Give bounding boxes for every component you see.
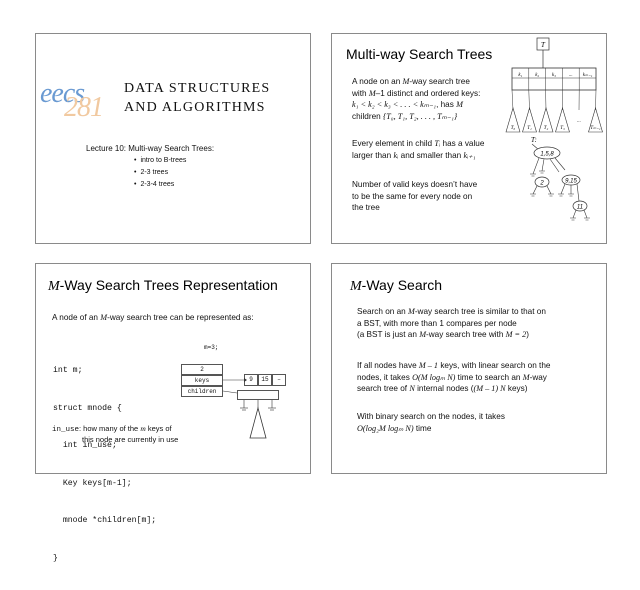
child-subtree-label: Tₘ₋₁ bbox=[590, 126, 601, 131]
node-key-label: ... bbox=[569, 73, 573, 78]
child-subtree-label: ... bbox=[577, 119, 581, 124]
keys-field: keys bbox=[181, 375, 223, 386]
subtree-triangle bbox=[250, 408, 266, 438]
slide-representation bbox=[35, 263, 311, 474]
code-line: } bbox=[53, 553, 156, 566]
definition-paragraph: A node on an M-way search tree with M–1 distinct and ordered keys: k₁ < k₂ < k₃ < . . . < kₘ₋₁, has M children {T₀, T₁, T₂, . . . , Tₘ₋₁} bbox=[352, 76, 512, 122]
representation-arrows bbox=[216, 372, 306, 440]
course-title bbox=[124, 79, 270, 117]
course-title-line2: AND ALGORITHMS bbox=[124, 98, 270, 117]
key-array-cell: 15 bbox=[258, 374, 272, 386]
code-line: int m; bbox=[53, 365, 156, 378]
node-rect bbox=[512, 68, 596, 90]
course-number-logo: 281 bbox=[64, 92, 103, 124]
node-key-label: kₘ₋₁ bbox=[583, 73, 593, 78]
code-line: struct mnode { bbox=[53, 403, 156, 416]
code-line: Key keys[m-1]; bbox=[53, 478, 156, 491]
example-tree-label: T: bbox=[531, 136, 537, 144]
child-property-paragraph: Every element in child Tᵢ has a value larger than kᵢ and smaller than kᵢ₊₁ bbox=[352, 138, 517, 161]
bullet-item: • intro to B-trees bbox=[134, 157, 186, 164]
bullet-item: • 2-3 trees bbox=[134, 169, 168, 176]
slide-mway-search bbox=[331, 263, 607, 474]
linear-search-paragraph: If all nodes have M – 1 keys, with linear search on the nodes, it takes O(M logₘ N) time to search an M-way search tree of N internal nodes ((M – 1) N keys) bbox=[357, 360, 607, 395]
node-key-label: k₂ bbox=[535, 73, 539, 78]
eecs-logo-text: eecs bbox=[40, 78, 84, 110]
keys-inequality: k₁ < k₂ < k₃ < . . . < kₘ₋₁ bbox=[352, 100, 436, 109]
struct-code-block bbox=[53, 340, 156, 590]
lecture-heading: Lecture 10: Multi-way Search Trees: bbox=[86, 144, 214, 153]
key-count-paragraph: Number of valid keys doesn’t have to be the same for every node on the tree bbox=[352, 179, 517, 214]
child-subtree-label: T₀ bbox=[511, 126, 516, 131]
example-leaf-key: 11 bbox=[577, 205, 583, 211]
child-links bbox=[506, 90, 603, 132]
code-line: int in_use; bbox=[53, 440, 156, 453]
slide-title: M-Way Search bbox=[350, 277, 442, 295]
m-assignment: m=3; bbox=[204, 344, 218, 351]
child-subtree-label: T₁ bbox=[527, 126, 532, 131]
example-tree-diagram bbox=[517, 134, 603, 244]
example-right-keys: 9,15 bbox=[565, 179, 577, 185]
in-use-note: in_use: how many of the m keys of this node are currently in use bbox=[52, 424, 178, 445]
slide-title bbox=[35, 33, 311, 244]
root-label: T bbox=[541, 41, 546, 49]
child-subtree-label: T₂ bbox=[544, 126, 549, 131]
node-key-label: k₃ bbox=[552, 73, 556, 78]
course-title-line1: DATA STRUCTURES bbox=[124, 79, 270, 98]
intro-text: A node of an M-way search tree can be represented as: bbox=[52, 312, 254, 324]
key-array-cell: 9 bbox=[244, 374, 258, 386]
node-key-label: k₁ bbox=[518, 73, 522, 78]
code-line: mnode *children[m]; bbox=[53, 515, 156, 528]
key-array-cell: – bbox=[272, 374, 286, 386]
children-set: {T₀, T₁, T₂, . . . , Tₘ₋₁} bbox=[383, 112, 457, 121]
search-paragraph: Search on an M-way search tree is similar to that on a BST, with more than 1 compares per node (a BST is just an M-way search tree with M = 2) bbox=[357, 306, 607, 341]
example-left-key: 2 bbox=[539, 181, 544, 187]
slide-title: M-Way Search Trees Representation bbox=[48, 277, 278, 295]
bullet-item: • 2-3-4 trees bbox=[134, 181, 174, 188]
binary-search-paragraph: With binary search on the nodes, it takes O(log₂M logₘ N) time bbox=[357, 411, 607, 434]
slide-multiway-trees bbox=[331, 33, 607, 244]
mway-node-diagram bbox=[502, 36, 606, 136]
children-field: children bbox=[181, 386, 223, 397]
in-use-field: 2 bbox=[181, 364, 223, 375]
child-subtree-label: T₃ bbox=[560, 126, 565, 131]
example-root-keys: 1,5,8 bbox=[540, 152, 554, 158]
slide-title: Multi-way Search Trees bbox=[346, 46, 492, 62]
